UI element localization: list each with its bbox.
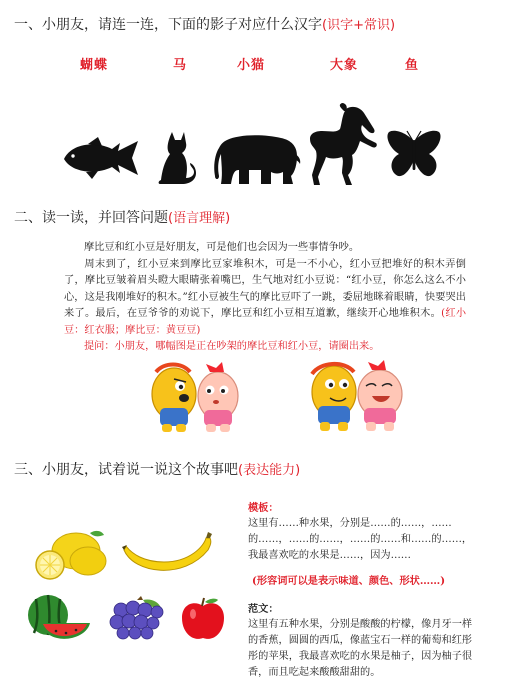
cat-silhouette — [154, 128, 196, 186]
story-note: (红小豆：红衣服；摩比豆：黄豆豆) — [64, 308, 467, 336]
word-butterfly: 蝴蝶 — [80, 58, 109, 73]
story-line-2: 周末到了，红小豆来到摩比豆家堆积木，可是一不小心，红小豆把堆好的积木弄倒了，摩比豆皱着眉头瞪大眼睛张着嘴巴，生气地对红小豆说：“红小豆，你怎么这么不小心，这是我刚堆好的积木。”红小豆被生气的摩比豆吓了一跳，委屈地眯着眼睛，快要哭出来了。最后，在豆爷爷的劝说下，摩比豆和红小豆相互道歉，继续开心地堆积木。 — [64, 258, 466, 319]
lemon-image — [30, 527, 108, 581]
story-line-1: 摩比豆和红小豆是好朋友，可是他们也会因为一些事情争吵。 — [84, 242, 360, 253]
section1-title: 一、小朋友，请连一连，下面的影子对应什么汉字 — [14, 17, 322, 33]
butterfly-silhouette — [385, 128, 443, 184]
story-paragraph — [64, 240, 466, 356]
section2-heading — [14, 207, 230, 227]
fish-silhouette — [62, 135, 142, 181]
cartoon-pair-right[interactable] — [300, 358, 410, 436]
example-line-1: 这里有五种水果，分别是酸酸的柠檬，像月牙一样 — [248, 619, 473, 630]
section1-tag: (识字+常识) — [322, 18, 396, 33]
example-line-2: 的香蕉，圆圆的西瓜，像蓝宝石一样的葡萄和红彤 — [248, 635, 473, 646]
word-elephant: 大象 — [330, 58, 359, 73]
template-line-3: 我最喜欢吃的水果是……，因为…… — [248, 550, 411, 561]
apple-image — [180, 596, 226, 642]
word-horse: 马 — [173, 58, 188, 73]
horse-silhouette — [308, 103, 380, 187]
section2-tag: (语言理解) — [168, 211, 231, 226]
word-fish: 鱼 — [405, 58, 420, 73]
section3-title: 三、小朋友，试着说一说这个故事吧 — [14, 462, 238, 478]
example-heading: 范文： — [248, 603, 279, 615]
word-cat: 小猫 — [237, 58, 266, 73]
example-line-3: 彤的苹果，我最喜欢吃的水果是柚子，因为柚子很 — [248, 651, 473, 662]
template-line-2: 的……，……的……，……的……和……的……， — [248, 534, 473, 545]
section1-heading — [14, 14, 395, 34]
grapes-image — [107, 596, 171, 646]
template-hint: (形容词可以是表示味道、颜色、形状……) — [252, 575, 446, 587]
template-line-1: 这里有……种水果，分别是……的……，…… — [248, 518, 452, 529]
section2-title: 二、读一读，并回答问题 — [14, 210, 168, 226]
section3-tag: (表达能力) — [238, 463, 301, 478]
elephant-silhouette — [209, 132, 305, 186]
cartoon-pair-left[interactable] — [140, 360, 250, 436]
section3-heading — [14, 459, 300, 479]
watermelon-image — [26, 593, 92, 647]
story-question: 提问：小朋友，哪幅图是正在吵架的摩比豆和红小豆，请圈出来。 — [84, 341, 380, 352]
template-heading: 模板： — [248, 502, 279, 514]
example-line-4: 香，而且吃起来酸酸甜甜的。 — [248, 667, 381, 678]
banana-image — [120, 532, 216, 582]
